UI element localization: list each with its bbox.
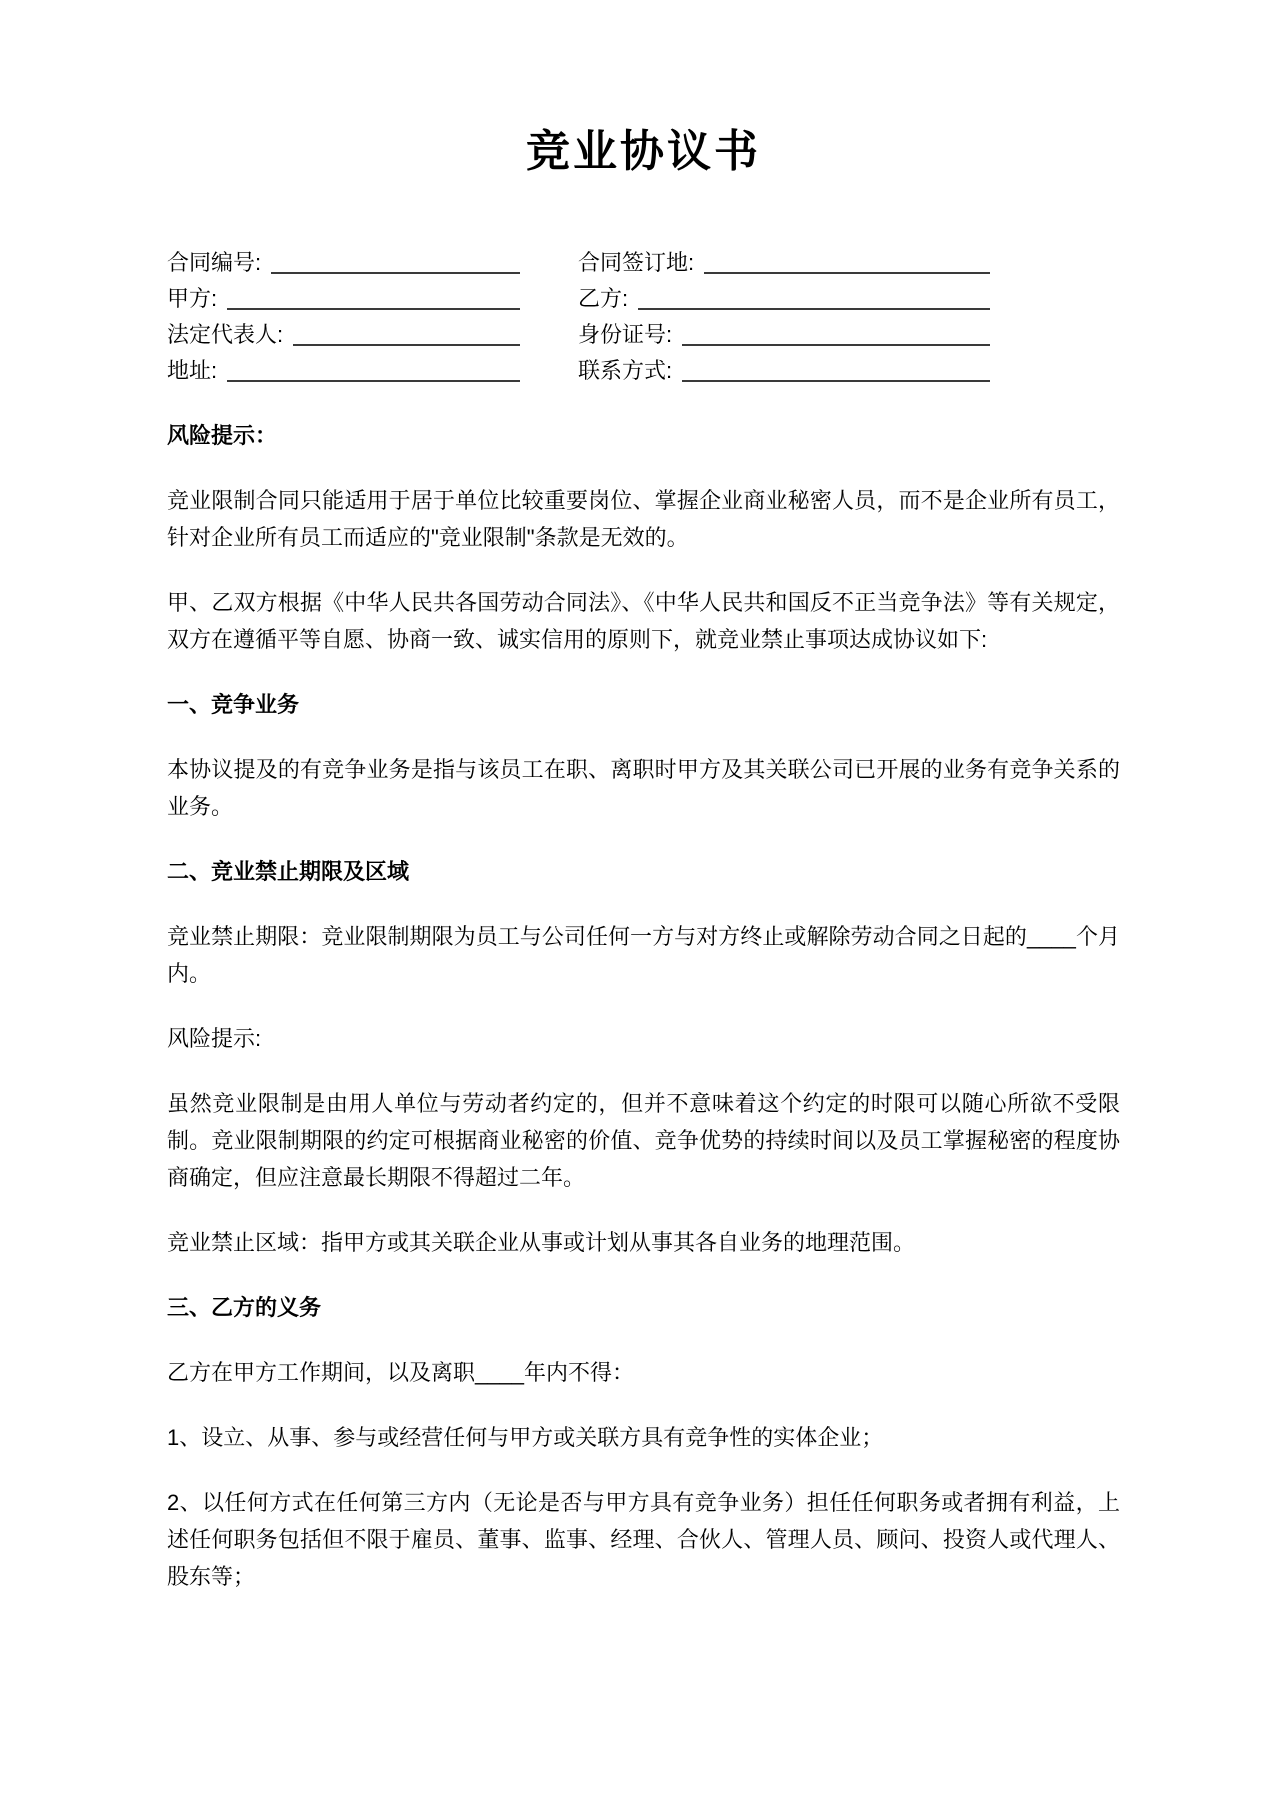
field-label: 合同编号:: [167, 249, 262, 275]
paragraph: 风险提示:: [167, 1025, 262, 1051]
field-row: [167, 281, 1120, 317]
field-blank-line: [271, 245, 520, 274]
field-blank-line: [704, 245, 990, 274]
field-row: [167, 353, 1120, 389]
paragraph: 乙方在甲方工作期间，以及离职____年内不得：: [167, 1359, 634, 1385]
paragraph: 竞业限制合同只能适用于居于单位比较重要岗位、掌握企业商业秘密人员，而不是企业所有员工，针对企业所有员工而适应的"竞业限制"条款是无效的。: [167, 487, 1120, 550]
paragraph: 本协议提及的有竞争业务是指与该员工在职、离职时甲方及其关联公司已开展的业务有竞争关系的业务。: [167, 756, 1120, 819]
field-label: 乙方:: [578, 285, 629, 311]
paragraph: 1、设立、从事、参与或经营任何与甲方或关联方具有竞争性的实体企业；: [167, 1424, 884, 1450]
field-blank-line: [682, 317, 990, 346]
field-blank-line: [227, 281, 520, 310]
field-cell-right: [578, 353, 990, 389]
field-cell-right: [578, 317, 990, 353]
field-row: [167, 317, 1120, 353]
section-heading: 一、竞争业务: [167, 691, 300, 717]
paragraph: 竞业禁止区域：指甲方或其关联企业从事或计划从事其各自业务的地理范围。: [167, 1229, 916, 1255]
document-body: [167, 417, 1120, 1595]
field-cell-left: [167, 353, 520, 389]
field-cell-left: [167, 245, 520, 281]
field-cell-left: [167, 281, 520, 317]
paragraph: 2、以任何方式在任何第三方内（无论是否与甲方具有竞争业务）担任任何职务或者拥有利益，上述任何职务包括但不限于雇员、董事、监事、经理、合伙人、管理人员、顾问、投资人或代理人、股东等；: [167, 1489, 1120, 1589]
party-fields: [167, 245, 1120, 389]
field-blank-line: [293, 317, 520, 346]
field-cell-left: [167, 317, 520, 353]
field-blank-line: [638, 281, 990, 310]
section-heading: 三、乙方的义务: [167, 1294, 322, 1320]
field-blank-line: [682, 353, 990, 382]
field-label: 联系方式:: [578, 357, 673, 383]
field-cell-right: [578, 281, 990, 317]
field-cell-right: [578, 245, 990, 281]
document-title: 竞业协议书: [526, 127, 761, 176]
field-label: 地址:: [167, 357, 218, 383]
paragraph: 虽然竞业限制是由用人单位与劳动者约定的，但并不意味着这个约定的时限可以随心所欲不受限制。竞业限制期限的约定可根据商业秘密的价值、竞争优势的持续时间以及员工掌握秘密的程度协商确定，但应注意最长期限不得超过二年。: [167, 1090, 1120, 1190]
paragraph: 甲、乙双方根据《中华人民共各国劳动合同法》、《中华人民共和国反不正当竞争法》等有关规定，双方在遵循平等自愿、协商一致、诚实信用的原则下，就竞业禁止事项达成协议如下:: [167, 589, 1120, 652]
field-label: 甲方:: [167, 285, 218, 311]
field-label: 身份证号:: [578, 321, 673, 347]
field-label: 合同签订地:: [578, 249, 695, 275]
field-label: 法定代表人:: [167, 321, 284, 347]
section-heading: 二、竞业禁止期限及区域: [167, 858, 410, 884]
section-heading: 风险提示：: [167, 422, 278, 448]
paragraph: 竞业禁止期限：竞业限制期限为员工与公司任何一方与对方终止或解除劳动合同之日起的____个月内。: [167, 923, 1120, 986]
field-row: [167, 245, 1120, 281]
field-blank-line: [227, 353, 520, 382]
